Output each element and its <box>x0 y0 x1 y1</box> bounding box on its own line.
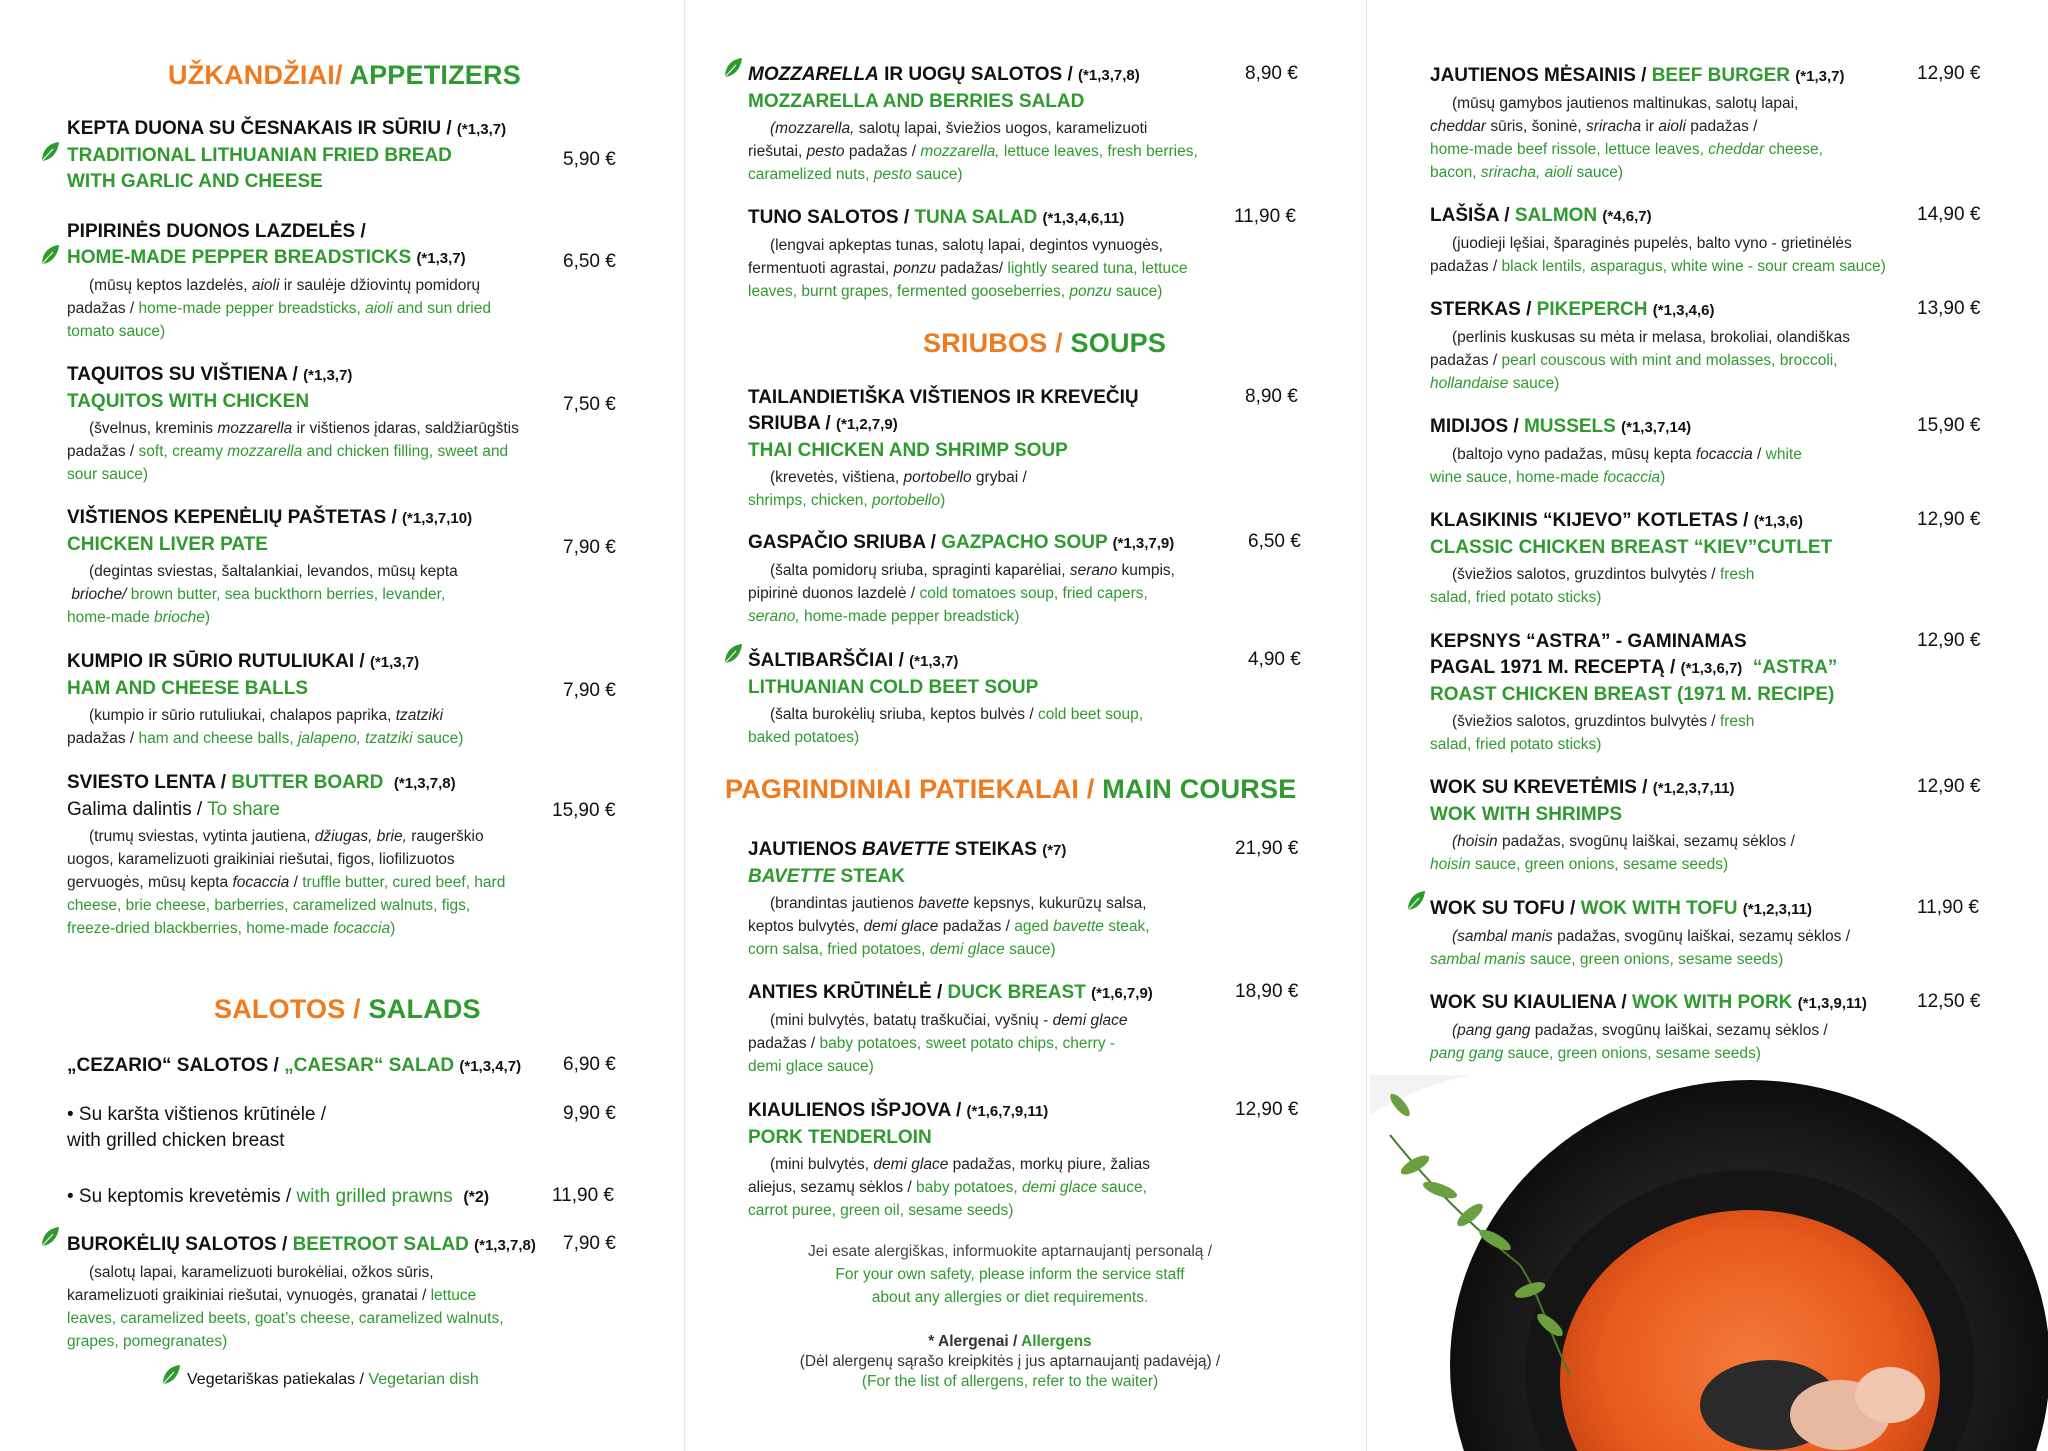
price: 12,90 € <box>1235 1099 1299 1120</box>
menu-item-tuna-salad: TUNO SALOTOS / TUNA SALAD (*1,3,4,6,11) (lengvai apkeptas tunas, salotų lapai, degintos vynuogės, fermentuoti agrastai, ponzu padažas/ lightly seared tuna, lettuce leaves, burnt grapes, fermented gooseberries, ponzu sauce) <box>748 207 1188 300</box>
price: 7,90 € <box>563 1233 616 1254</box>
price: 11,90 € <box>1917 897 1979 918</box>
price: 11,90 € <box>552 1185 614 1206</box>
column-divider-2 <box>1366 0 1367 1451</box>
price: 6,90 € <box>563 1054 616 1075</box>
price: 11,90 € <box>1234 206 1296 227</box>
vegetarian-legend: Vegetariškas patiekalas / Vegetarian dish <box>187 1371 479 1388</box>
menu-item-chicken-liver-pate: VIŠTIENOS KEPENĖLIŲ PAŠTETAS / (*1,3,7,10) CHICKEN LIVER PATE (degintas sviestas, šaltalankiai, levandos, mūsų kepta brioche/ brown butter, sea buckthorn berries, levander, home-made brioche) <box>67 507 473 626</box>
price: 13,90 € <box>1917 298 1981 319</box>
price: 12,90 € <box>1917 776 1981 797</box>
salads-title: SALOTOS / SALADS <box>214 994 481 1024</box>
menu-item-gazpacho: GASPAČIO SRIUBA / GAZPACHO SOUP (*1,3,7,9) (šalta pomidorų sriuba, spraginti kaparėliai, serano kumpis, pipirinė duonos lazdelė / cold tomatoes soup, fried capers, serano, home-made pepper breadstick) <box>748 532 1175 625</box>
menu-item-kiev-cutlet: KLASIKINIS “KIJEVO” KOTLETAS / (*1,3,6) CLASSIC CHICKEN BREAST “KIEV”CUTLET (šviežios salotos, gruzdintos bulvytės / fresh salad, fried potato sticks) <box>1430 510 1833 606</box>
price: 12,90 € <box>1917 63 1981 84</box>
menu-item-taquitos: TAQUITOS SU VIŠTIENA / (*1,3,7) TAQUITOS WITH CHICKEN (švelnus, kreminis mozzarella ir vištienos įdaras, saldžiarūgštis padažas / soft, creamy mozzarella and chicken filling, sweet and sour sauce) <box>67 364 519 483</box>
price: 5,90 € <box>563 149 616 170</box>
price: 21,90 € <box>1235 838 1299 859</box>
menu-item-wok-shrimps: WOK SU KREVETĖMIS / (*1,2,3,7,11) WOK WITH SHRIMPS (hoisin padažas, svogūnų laiškai, sezamų sėklos / hoisin sauce, green onions, sesame seeds) <box>1430 777 1795 873</box>
price: 12,90 € <box>1917 630 1981 651</box>
price: 15,90 € <box>552 800 616 821</box>
appetizers-title: UŽKANDŽIAI/ APPETIZERS <box>168 60 521 90</box>
menu-item-cold-beet-soup: ŠALTIBARŠČIAI / (*1,3,7) LITHUANIAN COLD BEET SOUP (šalta burokėlių sriuba, keptos bulvės / cold beet soup, baked potatoes) <box>748 650 1144 746</box>
menu-item-mozzarella-salad: MOZZARELLA IR UOGŲ SALOTOS / (*1,3,7,8) MOZZARELLA AND BERRIES SALAD (mozzarella, salotų lapai, šviežios uogos, karamelizuoti riešutai, pesto padažas / mozzarella, lettuce leaves, fresh berries, caramelized nuts, pesto sauce) <box>748 64 1198 183</box>
menu-item-fried-bread: KEPTA DUONA SU ČESNAKAIS IR SŪRIU / (*1,3,7) TRADITIONAL LITHUANIAN FRIED BREAD WITH GARLIC AND CHEESE <box>67 118 507 192</box>
price: 8,90 € <box>1245 386 1298 407</box>
soup-plate-photo <box>1370 1075 2048 1451</box>
price: 7,50 € <box>563 394 616 415</box>
leaf-icon <box>1406 890 1426 912</box>
menu-item-ham-cheese-balls: KUMPIO IR SŪRIO RUTULIUKAI / (*1,3,7) HAM AND CHEESE BALLS (kumpio ir sūrio rutuliukai, chalapos paprika, tzatziki padažas / ham and cheese balls, jalapeno, tzatziki sauce) <box>67 651 464 747</box>
allergens-notice: * Alergenai / Allergens (Dėl alergenų sąrašo kreipkitės į jus aptarnaujantį padavėją) / (For the list of allergens, refer to the waiter) <box>799 1333 1221 1390</box>
menu-item-beef-burger: JAUTIENOS MĖSAINIS / BEEF BURGER (*1,3,7) (mūsų gamybos jautienos maltinukas, salotų lapai, cheddar sūris, šoninė, sriracha ir aioli padažas / home-made beef rissole, lettuce leaves, cheddar cheese, bacon, sriracha, aioli sauce) <box>1430 65 1845 181</box>
menu-item-wok-pork: WOK SU KIAULIENA / WOK WITH PORK (*1,3,9,11) (pang gang padažas, svogūnų laiškai, sezamų sėklos / pang gang sauce, green onions, sesame seeds) <box>1430 992 1867 1062</box>
allergy-notice: Jei esate alergiškas, informuokite aptarnaujantį personalą / For your own safety, please inform the service staff about any allergies or diet requirements. <box>807 1243 1213 1306</box>
column-divider-1 <box>684 0 685 1451</box>
menu-item-pepper-breadsticks: PIPIRINĖS DUONOS LAZDELĖS / HOME-MADE PEPPER BREADSTICKS (*1,3,7) (mūsų keptos lazdelės, aioli ir saulėje džiovintų pomidorų padažas / home-made pepper breadsticks, aioli and sun dried tomato sauce) <box>67 221 491 340</box>
main-course-title: PAGRINDINIAI PATIEKALAI / MAIN COURSE <box>725 774 1297 804</box>
price: 6,50 € <box>563 251 616 272</box>
price: 6,50 € <box>1248 531 1301 552</box>
price: 9,90 € <box>563 1103 616 1124</box>
menu-item-caesar-salad: „CEZARIO“ SALOTOS / „CAESAR“ SALAD (*1,3,4,7) <box>67 1055 522 1076</box>
menu-item-pork-tenderloin: KIAULIENOS IŠPJOVA / (*1,6,7,9,11) PORK TENDERLOIN (mini bulvytės, demi glace padažas, morkų piure, žalias aliejus, sezamų sėklos / baby potatoes, demi glace sauce, carrot puree, green oil, sesame seeds) <box>748 1100 1150 1219</box>
menu-item-mussels: MIDIJOS / MUSSELS (*1,3,7,14) (baltojo vyno padažas, mūsų kepta focaccia / white wine sauce, home-made focaccia) <box>1430 416 1802 486</box>
menu-item-wok-tofu: WOK SU TOFU / WOK WITH TOFU (*1,2,3,11) (sambal manis padažas, svogūnų laiškai, sezamų sėklos / sambal manis sauce, green onions, sesame seeds) <box>1430 898 1851 968</box>
menu-item-caesar-prawns: • Su keptomis krevetėmis / with grilled prawns (*2) <box>67 1186 490 1207</box>
menu-item-astra-roast: KEPSNYS “ASTRA” - GAMINAMAS PAGAL 1971 M. RECEPTĄ / (*1,3,6,7) “ASTRA” ROAST CHICKEN BREAST (1971 M. RECIPE) (šviežios salotos, gruzdintos bulvytės / fresh salad, fried potato sticks) <box>1430 631 1838 753</box>
leaf-icon <box>161 1364 181 1386</box>
price: 7,90 € <box>563 537 616 558</box>
menu-item-duck-breast: ANTIES KRŪTINĖLĖ / DUCK BREAST (*1,6,7,9) (mini bulvytės, batatų traškučiai, vyšnių - demi glace padažas / baby potatoes, sweet potato chips, cherry - demi glace sauce) <box>748 982 1153 1075</box>
leaf-icon <box>40 244 60 266</box>
price: 14,90 € <box>1917 204 1981 225</box>
price: 12,90 € <box>1917 509 1981 530</box>
price: 8,90 € <box>1245 63 1298 84</box>
price: 7,90 € <box>563 680 616 701</box>
soups-title: SRIUBOS / SOUPS <box>923 328 1167 358</box>
leaf-icon <box>723 643 743 665</box>
price: 4,90 € <box>1248 649 1301 670</box>
leaf-icon <box>723 57 743 79</box>
menu-item-caesar-chicken: • Su karšta vištienos krūtinėle / with grilled chicken breast <box>67 1104 327 1151</box>
price: 15,90 € <box>1917 415 1981 436</box>
menu-item-bavette-steak: JAUTIENOS BAVETTE STEIKAS (*7) BAVETTE STEAK (brandintas jautienos bavette kepsnys, kukurūzų salsa, keptos bulvytės, demi glace padažas / aged bavette steak, corn salsa, fried potatoes, demi glace sauce) <box>748 839 1150 958</box>
price: 18,90 € <box>1235 981 1299 1002</box>
menu-item-pikeperch: STERKAS / PIKEPERCH (*1,3,4,6) (perlinis kuskusas su mėta ir melasa, brokoliai, olandiškas padažas / pearl couscous with mint and molasses, broccoli, hollandaise sauce) <box>1430 299 1850 392</box>
leaf-icon <box>40 141 60 163</box>
price: 12,50 € <box>1917 991 1981 1012</box>
menu-item-butter-board: SVIESTO LENTA / BUTTER BOARD (*1,3,7,8) Galima dalintis / To share (trumų sviestas, vytinta jautiena, džiugas, brie, raugerškio uogos, karamelizuoti graikiniai riešutai, figos, liofilizuotos gervuogės, mūsų kepta focaccia / truffle butter, cured beef, hard cheese, brie cheese, barberries, caramelized walnuts, figs, freeze-dried blackberries, home-made focaccia) <box>67 772 506 937</box>
menu-item-thai-soup: TAILANDIETIŠKA VIŠTIENOS IR KREVEČIŲ SRIUBA / (*1,2,7,9) THAI CHICKEN AND SHRIMP SOUP (krevetės, vištiena, portobello grybai / shrimps, chicken, portobello) <box>748 387 1139 509</box>
menu-item-beetroot-salad: BUROKĖLIŲ SALOTOS / BEETROOT SALAD (*1,3,7,8) (salotų lapai, karamelizuoti burokėliai, ožkos sūris, karamelizuoti graikiniai riešutai, vynuogės, granatai / lettuce leaves, caramelized beets, goat’s cheese, caramelized walnuts, grapes, pomegranates) <box>67 1234 536 1350</box>
menu-item-salmon: LAŠIŠA / SALMON (*4,6,7) (juodieji lęšiai, šparaginės pupelės, balto vyno - grietinėlės padažas / black lentils, asparagus, white wine - sour cream sauce) <box>1430 205 1886 275</box>
leaf-icon <box>40 1226 60 1248</box>
